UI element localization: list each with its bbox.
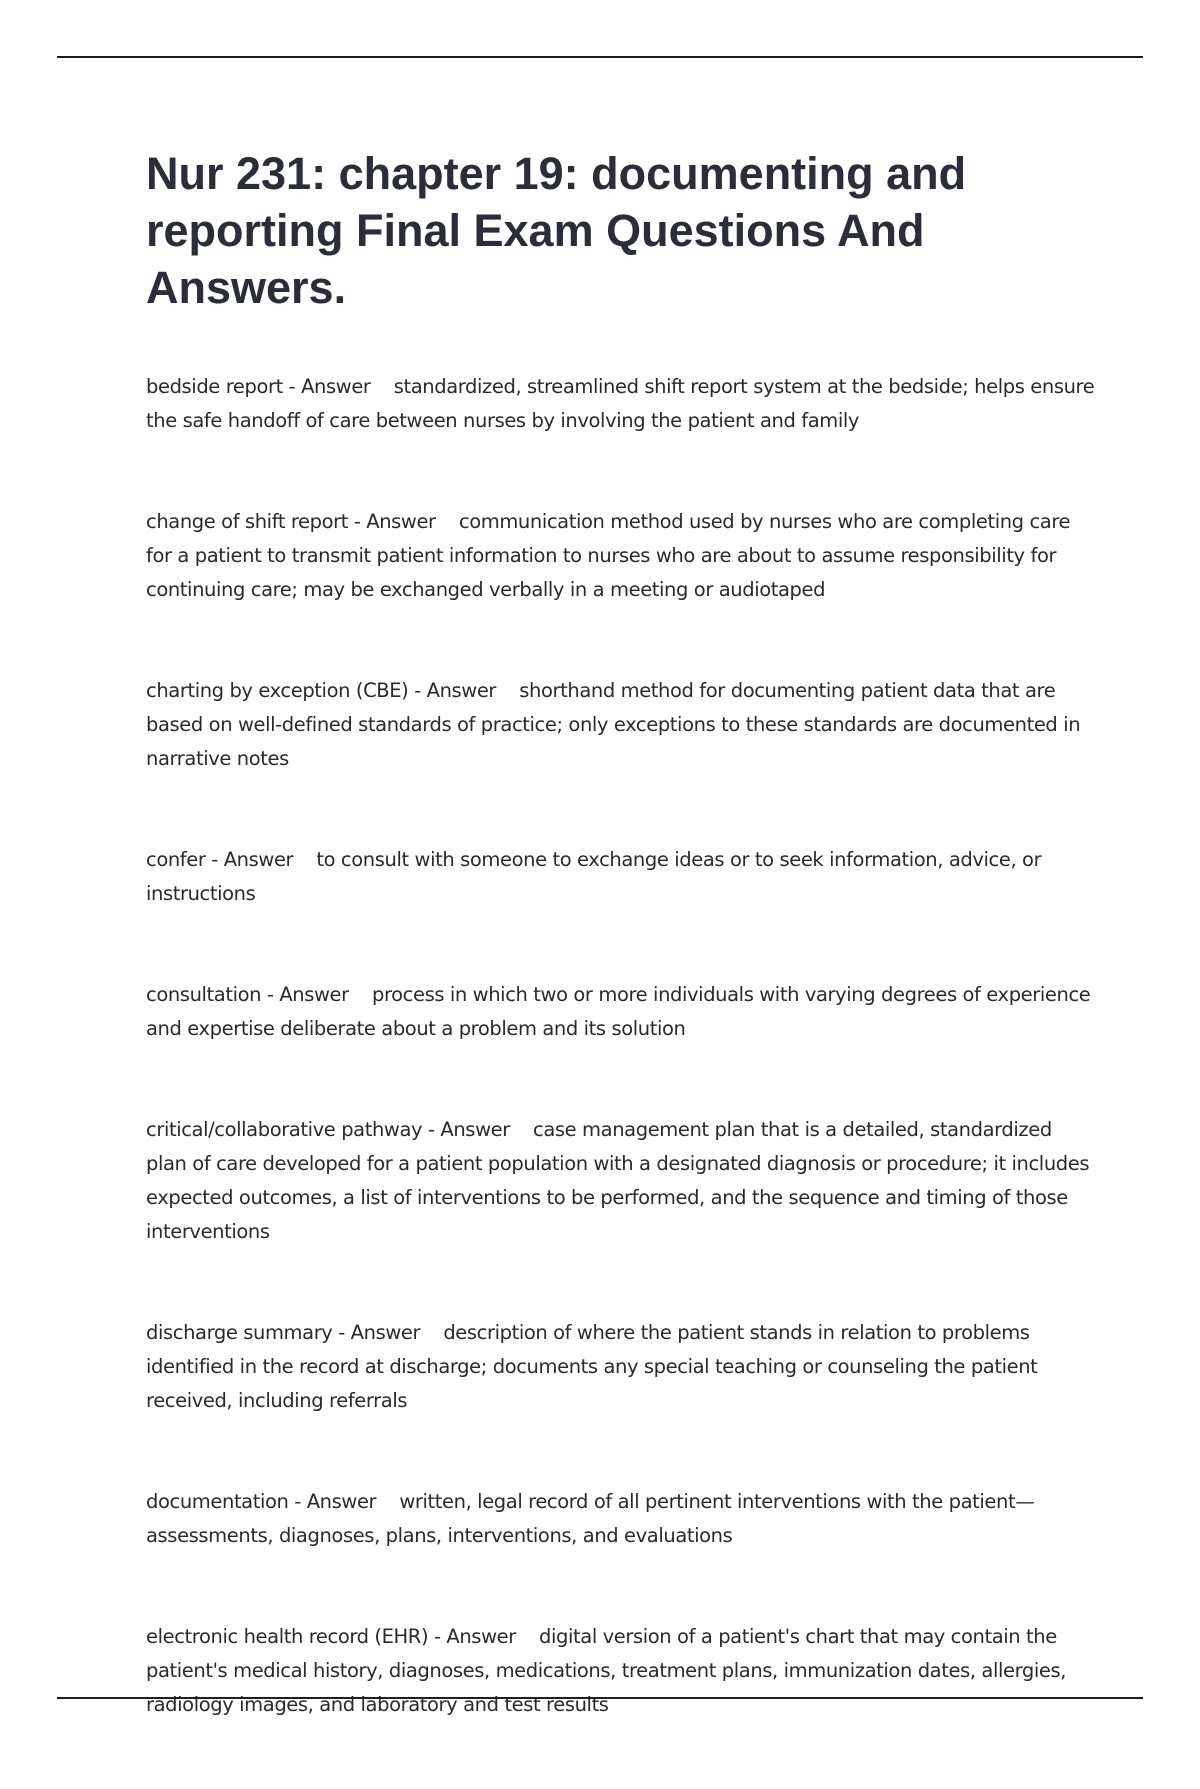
glossary-entry [146, 674, 1096, 776]
entry-term: confer [146, 848, 206, 871]
document-page [146, 145, 1096, 1789]
glossary-entry [146, 978, 1096, 1046]
bottom-rule [57, 1697, 1143, 1699]
entry-term: critical/collaborative pathway [146, 1118, 423, 1141]
answer-separator: - Answer [422, 1118, 534, 1141]
answer-separator: - Answer [348, 510, 459, 533]
glossary-list [146, 370, 1096, 1722]
glossary-entry [146, 1316, 1096, 1418]
entry-term: bedside report [146, 375, 283, 398]
glossary-entry [146, 843, 1096, 911]
glossary-entry [146, 1485, 1096, 1553]
entry-term: electronic health record (EHR) [146, 1625, 429, 1648]
glossary-entry [146, 505, 1096, 607]
entry-definition: digital version of a patient's chart that may contain the patient's medical history, diagnoses, medications, treatment plans, immunization dates, allergies, radiology images, and laboratory and test results [146, 1625, 1067, 1716]
answer-separator: - Answer [282, 375, 394, 398]
page-title: Nur 231: chapter 19: documenting and reporting Final Exam Questions And Answers. [146, 148, 967, 313]
answer-separator: - Answer [332, 1321, 444, 1344]
top-rule [57, 56, 1143, 58]
answer-separator: - Answer [205, 848, 317, 871]
entry-definition: standardized, streamlined shift report system at the bedside; helps ensure the safe handoff of care between nurses by involving the patient and family [146, 375, 1095, 432]
answer-separator: - Answer [428, 1625, 540, 1648]
entry-definition: to consult with someone to exchange ideas or to seek information, advice, or instructions [146, 848, 1042, 905]
entry-definition: case management plan that is a detailed, standardized plan of care developed for a patient population with a designated diagnosis or procedure; it includes expected outcomes, a list of interventions to be performed, and the sequence and timing of those interventions [146, 1118, 1090, 1243]
entry-definition: shorthand method for documenting patient data that are based on well-defined standards of practice; only exceptions to these standards are documented in narrative notes [146, 679, 1081, 770]
glossary-entry [146, 1620, 1096, 1722]
entry-definition: description of where the patient stands in relation to problems identified in the record at discharge; documents any special teaching or counseling the patient received, including referrals [146, 1321, 1038, 1412]
entry-term: change of shift report [146, 510, 349, 533]
entry-term: charting by exception (CBE) [146, 679, 409, 702]
answer-separator: - Answer [408, 679, 520, 702]
answer-separator: - Answer [288, 1490, 400, 1513]
glossary-entry [146, 370, 1096, 438]
entry-term: consultation [146, 983, 262, 1006]
entry-definition: written, legal record of all pertinent interventions with the patient—assessments, diagnoses, plans, interventions, and evaluations [146, 1490, 1035, 1547]
entry-definition: process in which two or more individuals with varying degrees of experience and expertise deliberate about a problem and its solution [146, 983, 1091, 1040]
entry-definition: communication method used by nurses who are completing care for a patient to transmit patient information to nurses who are about to assume responsibility for continuing care; may be exchanged verbally in a meeting or audiotaped [146, 510, 1071, 601]
entry-term: discharge summary [146, 1321, 333, 1344]
entry-term: documentation [146, 1490, 289, 1513]
answer-separator: - Answer [261, 983, 372, 1006]
glossary-entry [146, 1113, 1096, 1249]
